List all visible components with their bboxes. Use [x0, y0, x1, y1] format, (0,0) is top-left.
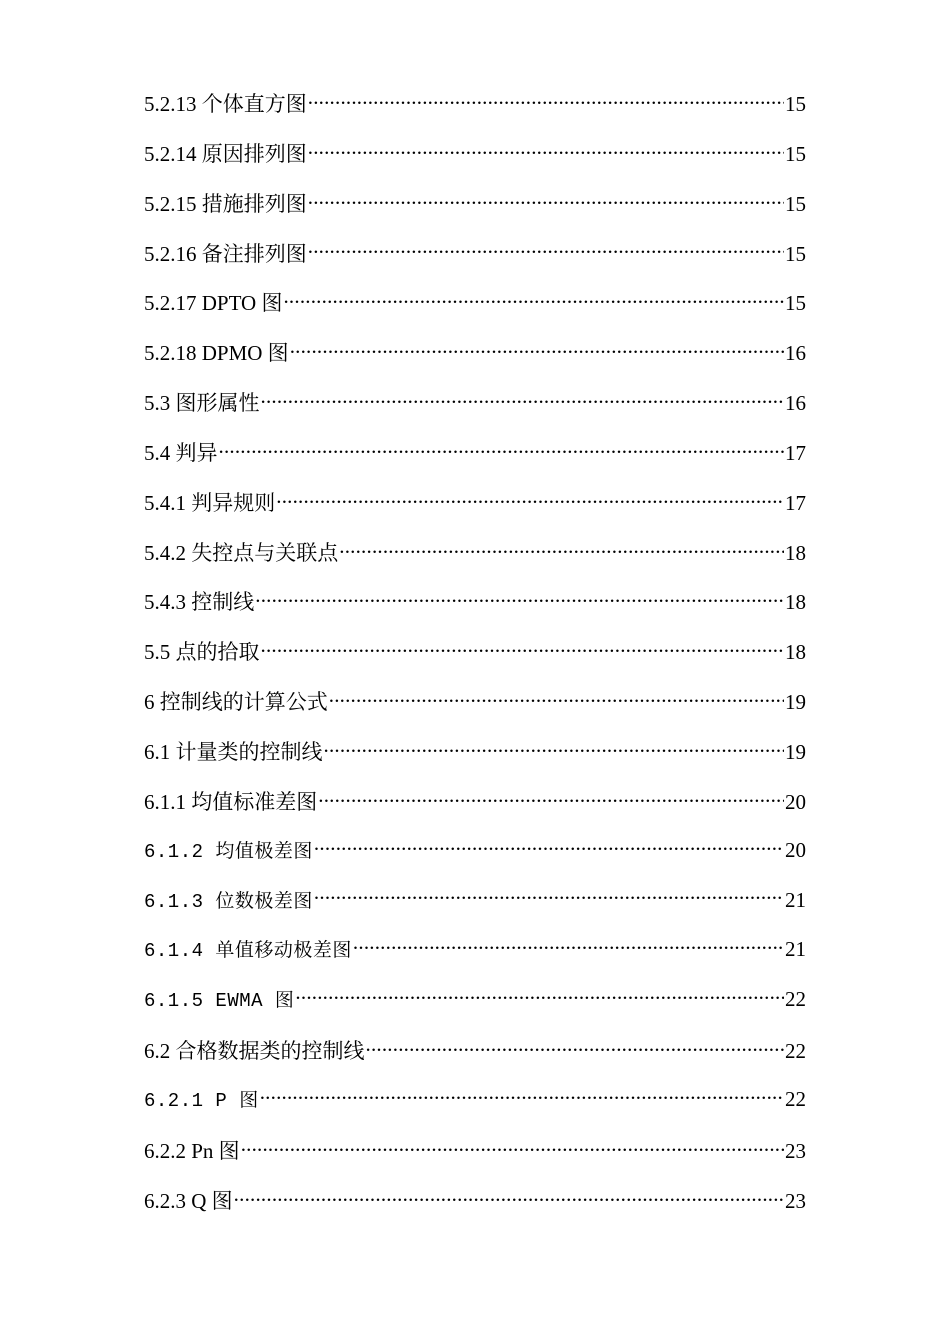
toc-entry-page: 22 [785, 987, 806, 1012]
toc-entry-title: 6.1.1 均值标准差图 [144, 789, 318, 814]
toc-entry[interactable] [144, 188, 806, 238]
toc-entry-page: 22 [785, 1039, 806, 1064]
toc-dot-leader [353, 935, 784, 956]
toc-entry-page: 18 [785, 640, 806, 665]
toc-entry-title: 6 控制线的计算公式 [144, 690, 328, 715]
toc-dot-leader [276, 489, 784, 510]
toc-entry-title: 6.2.3 Q 图 [144, 1188, 233, 1213]
toc-entry[interactable] [144, 337, 806, 387]
toc-entry[interactable] [144, 686, 806, 736]
toc-entry[interactable] [144, 537, 806, 587]
toc-entry[interactable] [144, 786, 806, 836]
toc-entry-title: 5.5 点的拾取 [144, 640, 260, 665]
toc-dot-leader [318, 788, 784, 809]
toc-entry-title: 6.1.4 单值移动极差图 [144, 940, 352, 963]
toc-entry[interactable] [144, 1085, 806, 1135]
toc-entry-title: 5.4.2 失控点与关联点 [144, 540, 339, 565]
toc-entry[interactable] [144, 287, 806, 337]
toc-dot-leader [241, 1137, 784, 1158]
toc-entry[interactable] [144, 437, 806, 487]
toc-entry-page: 23 [785, 1138, 806, 1163]
toc-entry-page: 21 [785, 937, 806, 962]
toc-dot-leader [314, 836, 784, 857]
toc-dot-leader [329, 688, 784, 709]
toc-entry-page: 18 [785, 540, 806, 565]
toc-entry[interactable] [144, 736, 806, 786]
toc-entry[interactable] [144, 886, 806, 936]
toc-dot-leader [261, 638, 785, 659]
toc-dot-leader [255, 588, 784, 609]
toc-entry-page: 19 [785, 739, 806, 764]
toc-dot-leader [260, 1085, 784, 1106]
toc-entry-page: 15 [785, 291, 806, 316]
toc-entry-page: 22 [785, 1086, 806, 1111]
toc-entry[interactable] [144, 586, 806, 636]
toc-entry-page: 17 [785, 440, 806, 465]
toc-entry[interactable] [144, 487, 806, 537]
toc-dot-leader [234, 1187, 784, 1208]
toc-entry-page: 16 [785, 341, 806, 366]
toc-dot-leader [219, 439, 785, 460]
table-of-contents [144, 88, 806, 1234]
toc-entry-title: 5.4 判异 [144, 440, 218, 465]
toc-entry[interactable] [144, 88, 806, 138]
toc-entry[interactable] [144, 138, 806, 188]
toc-entry[interactable] [144, 836, 806, 886]
toc-entry-title: 6.2 合格数据类的控制线 [144, 1039, 365, 1064]
toc-entry[interactable] [144, 1135, 806, 1185]
toc-entry[interactable] [144, 1035, 806, 1085]
toc-entry-page: 15 [785, 92, 806, 116]
toc-entry[interactable] [144, 636, 806, 686]
toc-entry-page: 23 [785, 1188, 806, 1213]
toc-entry-title: 5.2.16 备注排列图 [144, 241, 307, 266]
toc-entry[interactable] [144, 1185, 806, 1235]
toc-dot-leader [314, 886, 784, 907]
toc-entry-title: 6.1 计量类的控制线 [144, 739, 323, 764]
toc-dot-leader [366, 1037, 785, 1058]
toc-entry-title: 6.2.1 P 图 [144, 1089, 259, 1112]
toc-entry-title: 5.4.1 判异规则 [144, 490, 276, 515]
toc-dot-leader [308, 140, 784, 161]
toc-dot-leader [339, 539, 784, 560]
toc-dot-leader [308, 240, 784, 261]
toc-entry-title: 5.3 图形属性 [144, 391, 260, 416]
toc-entry-title: 5.2.15 措施排列图 [144, 191, 307, 216]
toc-entry-page: 15 [785, 241, 806, 266]
toc-dot-leader [261, 389, 785, 410]
toc-entry-title: 5.4.3 控制线 [144, 590, 255, 615]
toc-entry-title: 5.2.14 原因排列图 [144, 141, 307, 166]
toc-dot-leader [308, 90, 784, 111]
toc-entry-page: 21 [785, 887, 806, 912]
toc-entry-title: 6.1.3 位数极差图 [144, 890, 313, 913]
toc-entry-title: 6.1.2 均值极差图 [144, 840, 313, 863]
toc-entry-page: 18 [785, 590, 806, 615]
toc-entry-page: 15 [785, 141, 806, 166]
toc-entry-page: 16 [785, 391, 806, 416]
toc-entry-title: 6.1.5 EWMA 图 [144, 990, 295, 1013]
toc-entry-page: 15 [785, 191, 806, 216]
toc-entry-title: 5.2.17 DPTO 图 [144, 291, 283, 316]
toc-entry-title: 5.2.13 个体直方图 [144, 92, 307, 116]
toc-entry[interactable] [144, 935, 806, 985]
toc-entry-page: 17 [785, 490, 806, 515]
toc-entry[interactable] [144, 387, 806, 437]
toc-dot-leader [290, 339, 784, 360]
toc-entry[interactable] [144, 238, 806, 288]
toc-entry[interactable] [144, 985, 806, 1035]
toc-dot-leader [324, 738, 785, 759]
toc-dot-leader [308, 190, 784, 211]
toc-entry-title: 5.2.18 DPMO 图 [144, 341, 289, 366]
toc-dot-leader [295, 985, 784, 1006]
toc-entry-title: 6.2.2 Pn 图 [144, 1138, 240, 1163]
toc-dot-leader [283, 289, 784, 310]
toc-entry-page: 20 [785, 837, 806, 862]
toc-entry-page: 19 [785, 690, 806, 715]
toc-entry-page: 20 [785, 789, 806, 814]
